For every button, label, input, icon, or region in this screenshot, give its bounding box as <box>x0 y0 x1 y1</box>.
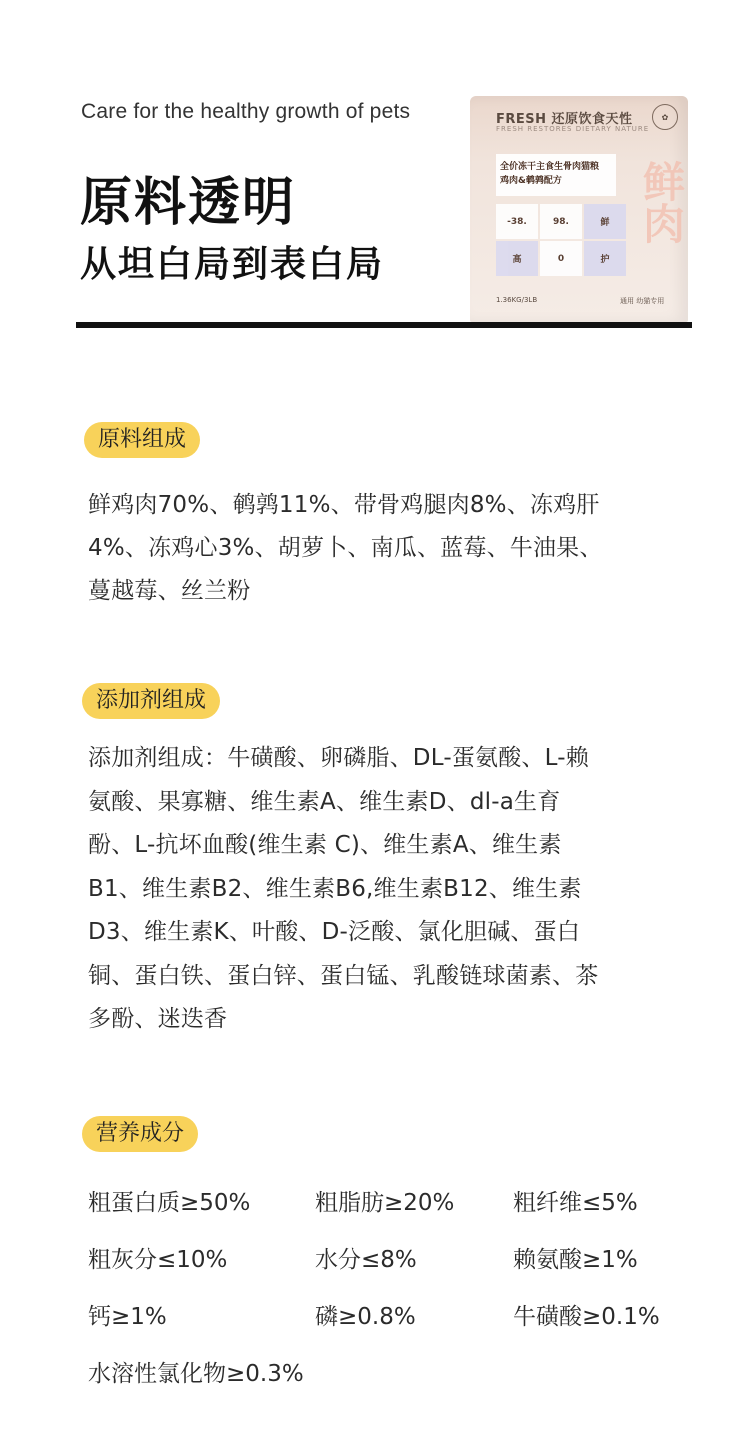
bag-feature-cell: 0 <box>540 241 582 276</box>
bag-brand-line: FRESH 还原饮食天性 <box>496 112 633 127</box>
text-line: B1、维生素B2、维生素B6,维生素B12、维生素 <box>88 875 582 902</box>
text-line: 多酚、迷迭香 <box>88 1006 228 1032</box>
nutrition-value: 粗灰分≤10% <box>88 1247 228 1273</box>
additives-heading: 添加剂组成 <box>82 683 220 719</box>
bag-feature-cell: 护 <box>584 241 626 276</box>
nutrition-value: 粗纤维≤5% <box>513 1190 638 1216</box>
page-subtitle: 从坦白局到表白局 <box>80 244 385 285</box>
text-line: D3、维生素K、叶酸、D-泛酸、氯化胆碱、蛋白 <box>88 919 581 945</box>
text-line: 鲜鸡肉70%、鹌鹑11%、带骨鸡腿肉8%、冻鸡肝 <box>88 492 600 518</box>
bag-feature-grid <box>496 204 626 276</box>
bag-weight: 1.36KG/3LB <box>496 296 538 304</box>
nutrition-value: 粗脂肪≥20% <box>315 1190 455 1216</box>
additives-text <box>88 737 678 1042</box>
bag-big-text: 鲜肉 <box>637 160 686 244</box>
text-line: 氨酸、果寡糖、维生素A、维生素D、dl-a生育 <box>88 788 561 815</box>
text-line: 4%、冻鸡心3%、胡萝卜、南瓜、蓝莓、牛油果、 <box>88 535 603 561</box>
bag-sub-line: FRESH RESTORES DIETARY NATURE <box>496 125 650 133</box>
nutrition-value: 水分≤8% <box>315 1247 417 1273</box>
nutrition-value: 水溶性氯化物≥0.3% <box>88 1361 304 1387</box>
nutrition-row <box>88 1347 708 1404</box>
nutrition-heading: 营养成分 <box>82 1116 198 1152</box>
bag-feature-cell: -38. <box>496 204 538 239</box>
ingredients-heading: 原料组成 <box>84 422 200 458</box>
bag-footer: 通用 幼猫专用 <box>620 297 665 305</box>
text-line: 添加剂组成：牛磺酸、卵磷脂、DL-蛋氨酸、L-赖 <box>88 745 589 771</box>
nutrition-value: 钙≥1% <box>88 1304 167 1330</box>
text-line: 铜、蛋白铁、蛋白锌、蛋白锰、乳酸链球菌素、茶 <box>88 962 599 989</box>
header-divider <box>76 322 692 328</box>
bag-feature-cell: 鲜 <box>584 204 626 239</box>
text-line: 酚、L-抗坏血酸(维生素 C)、维生素A、维生素 <box>88 832 562 858</box>
bag-feature-cell: 98. <box>540 204 582 239</box>
bag-name-line2: 鸡肉&鹌鹑配方 <box>500 176 562 186</box>
nutrition-value: 粗蛋白质≥50% <box>88 1190 251 1216</box>
brand-logo-icon: ✿ <box>652 104 678 130</box>
tagline: Care for the healthy growth of pets <box>81 100 411 123</box>
nutrition-row <box>88 1233 708 1290</box>
product-bag-image <box>470 96 688 322</box>
nutrition-value: 牛磺酸≥0.1% <box>513 1304 660 1330</box>
bag-name-line1: 全价冻干主食生骨肉猫粮 <box>500 162 600 172</box>
nutrition-value: 赖氨酸≥1% <box>513 1247 638 1273</box>
nutrition-row <box>88 1176 708 1233</box>
nutrition-row <box>88 1290 708 1347</box>
nutrition-value: 磷≥0.8% <box>315 1304 416 1330</box>
nutrition-table <box>88 1176 708 1404</box>
bag-feature-cell: 高 <box>496 241 538 276</box>
page-title: 原料透明 <box>80 173 297 233</box>
ingredients-text <box>88 484 678 613</box>
text-line: 蔓越莓、丝兰粉 <box>88 578 251 604</box>
